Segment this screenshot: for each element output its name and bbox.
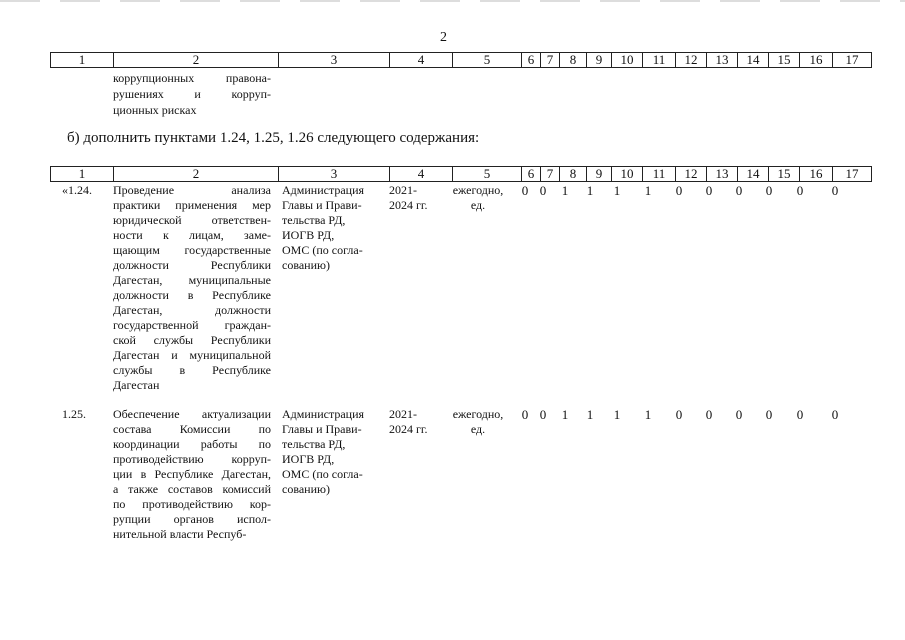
text-line: Проведение анализа bbox=[113, 183, 271, 197]
column-number-cell: 11 bbox=[643, 167, 676, 182]
indicator-value: 0 bbox=[796, 183, 804, 198]
text-line: рупции органов испол- bbox=[113, 512, 271, 526]
column-number-cell: 5 bbox=[453, 53, 522, 68]
text-line: а также составов комиссий bbox=[113, 482, 271, 496]
text-line: коррупционных правона- bbox=[113, 71, 271, 85]
item-indicator bbox=[447, 183, 509, 213]
text-line: 2024 гг. bbox=[389, 422, 428, 436]
text-line: тельства РД, bbox=[282, 213, 346, 227]
column-number-cell: 10 bbox=[612, 167, 643, 182]
text-line: должности Республики bbox=[113, 258, 271, 272]
column-number-cell: 17 bbox=[833, 167, 872, 182]
text-line: 2021- bbox=[389, 407, 417, 421]
indicator-value: 0 bbox=[539, 183, 547, 198]
item-description bbox=[113, 183, 271, 393]
text-line: практики применения мер bbox=[113, 198, 271, 212]
item-indicator bbox=[447, 407, 509, 437]
indicator-value: 1 bbox=[644, 183, 652, 198]
column-number-cell: 8 bbox=[560, 167, 587, 182]
indicator-value: 1 bbox=[561, 407, 569, 422]
item-executor bbox=[282, 183, 374, 273]
column-number-cell: 16 bbox=[800, 167, 833, 182]
text-line: щающим государственные bbox=[113, 243, 271, 257]
indicator-value: 1 bbox=[644, 407, 652, 422]
text-line: ежегодно, bbox=[452, 183, 504, 197]
indicator-value: 1 bbox=[561, 183, 569, 198]
text-line: по противодействию кор- bbox=[113, 497, 271, 511]
item-executor bbox=[282, 407, 374, 497]
column-number-cell: 6 bbox=[522, 167, 541, 182]
text-line: Дагестан bbox=[113, 378, 160, 392]
indicator-value: 1 bbox=[613, 183, 621, 198]
text-line: должности в Республике bbox=[113, 288, 271, 302]
column-number-cell: 12 bbox=[676, 167, 707, 182]
text-line: ОМС (по согла- bbox=[282, 243, 363, 257]
column-number-cell: 3 bbox=[279, 167, 390, 182]
item-period bbox=[389, 407, 439, 437]
text-line: ИОГВ РД, bbox=[282, 452, 335, 466]
column-number-cell: 15 bbox=[769, 167, 800, 182]
text-line: Дагестан, муниципальные bbox=[113, 273, 271, 287]
scan-artifact bbox=[0, 0, 905, 2]
column-number-cell: 7 bbox=[541, 167, 560, 182]
indicator-value: 0 bbox=[521, 407, 529, 422]
text-line: ности к лицам, заме- bbox=[113, 228, 271, 242]
column-number-cell: 11 bbox=[643, 53, 676, 68]
column-number-header-top bbox=[50, 52, 872, 68]
column-number-cell: 13 bbox=[707, 167, 738, 182]
indicator-value: 0 bbox=[735, 407, 743, 422]
indicator-value: 0 bbox=[521, 183, 529, 198]
indicator-value: 0 bbox=[735, 183, 743, 198]
text-line: 2024 гг. bbox=[389, 198, 428, 212]
amendment-heading: б) дополнить пунктами 1.24, 1.25, 1.26 следующего содержания: bbox=[67, 130, 480, 146]
text-line: юридической ответствен- bbox=[113, 213, 271, 227]
item-number: 1.25. bbox=[62, 407, 86, 421]
text-line: Обеспечение актуализации bbox=[113, 407, 271, 421]
text-line: государственной граждан- bbox=[113, 318, 271, 332]
text-line: сованию) bbox=[282, 482, 330, 496]
item-description bbox=[113, 407, 271, 542]
column-number-cell: 15 bbox=[769, 53, 800, 68]
text-line: противодействию корруп- bbox=[113, 452, 271, 466]
column-number-cell: 10 bbox=[612, 53, 643, 68]
text-line: сованию) bbox=[282, 258, 330, 272]
indicator-value: 0 bbox=[831, 407, 839, 422]
indicator-value: 0 bbox=[765, 183, 773, 198]
column-number-cell: 9 bbox=[587, 53, 612, 68]
indicator-value: 0 bbox=[675, 183, 683, 198]
column-number-cell: 1 bbox=[51, 53, 114, 68]
text-line: ции в Республике Дагестан, bbox=[113, 467, 271, 481]
column-number-cell: 3 bbox=[279, 53, 390, 68]
column-number-cell: 16 bbox=[800, 53, 833, 68]
text-line: ед. bbox=[470, 422, 486, 436]
column-number-cell: 13 bbox=[707, 53, 738, 68]
page-number: 2 bbox=[440, 30, 447, 45]
text-line: нительной власти Респуб- bbox=[113, 527, 247, 541]
column-number-cell: 1 bbox=[51, 167, 114, 182]
column-number-cell: 4 bbox=[390, 167, 453, 182]
text-line: ежегодно, bbox=[452, 407, 504, 421]
text-line: Главы и Прави- bbox=[282, 198, 362, 212]
text-line: ционных рисках bbox=[113, 103, 197, 117]
column-number-cell: 14 bbox=[738, 167, 769, 182]
column-number-cell: 8 bbox=[560, 53, 587, 68]
column-number-cell: 12 bbox=[676, 53, 707, 68]
column-number-cell: 14 bbox=[738, 53, 769, 68]
text-line: Дагестан и муниципальной bbox=[113, 348, 271, 362]
item-number: «1.24. bbox=[62, 183, 92, 197]
text-line: ОМС (по согла- bbox=[282, 467, 363, 481]
indicator-value: 0 bbox=[796, 407, 804, 422]
text-line: состава Комиссии по bbox=[113, 422, 271, 436]
text-line: 2021- bbox=[389, 183, 417, 197]
indicator-value: 0 bbox=[831, 183, 839, 198]
text-line: Администрация bbox=[282, 183, 365, 197]
indicator-value: 0 bbox=[705, 183, 713, 198]
column-number-cell: 2 bbox=[114, 167, 279, 182]
indicator-value: 0 bbox=[539, 407, 547, 422]
item-period bbox=[389, 183, 439, 213]
text-line: Администрация bbox=[282, 407, 365, 421]
column-number-cell: 17 bbox=[833, 53, 872, 68]
column-number-header bbox=[50, 166, 872, 182]
text-line: Дагестан, должности bbox=[113, 303, 271, 317]
column-number-cell: 6 bbox=[522, 53, 541, 68]
indicator-value: 0 bbox=[675, 407, 683, 422]
text-line: службы в Республике bbox=[113, 363, 271, 377]
column-number-cell: 9 bbox=[587, 167, 612, 182]
indicator-value: 1 bbox=[613, 407, 621, 422]
text-line: ед. bbox=[470, 198, 486, 212]
indicator-value: 1 bbox=[586, 407, 594, 422]
column-number-cell: 5 bbox=[453, 167, 522, 182]
text-line: рушениях и корруп- bbox=[113, 87, 271, 101]
text-line: ИОГВ РД, bbox=[282, 228, 335, 242]
column-number-cell: 7 bbox=[541, 53, 560, 68]
indicator-value: 1 bbox=[586, 183, 594, 198]
previous-row-fragment bbox=[113, 70, 271, 118]
column-number-cell: 4 bbox=[390, 53, 453, 68]
text-line: тельства РД, bbox=[282, 437, 346, 451]
column-number-cell: 2 bbox=[114, 53, 279, 68]
text-line: ской службы Республики bbox=[113, 333, 271, 347]
text-line: Главы и Прави- bbox=[282, 422, 362, 436]
indicator-value: 0 bbox=[705, 407, 713, 422]
text-line: координации работы по bbox=[113, 437, 271, 451]
indicator-value: 0 bbox=[765, 407, 773, 422]
